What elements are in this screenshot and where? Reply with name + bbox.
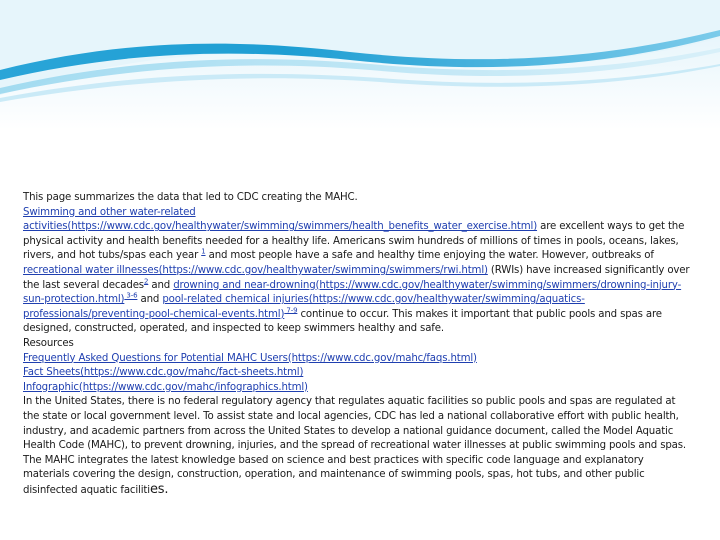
paragraph-text: and — [148, 279, 174, 291]
resource-item — [23, 381, 691, 396]
resource-item — [23, 366, 691, 381]
paragraph-text: continue to occur. This makes it important that public pools and spas are designed, constructed, operated, and inspected to keep swimmers healthy and safe. — [23, 308, 662, 335]
paragraph-text: In the United States, there is no federal regulatory agency that regulates aquatic facilities so public pools and spas are regulated at the state or local government level. To assist state and local agencies, CDC has led a national collaborative effort with public health, industry, and academic partners from across the United States to develop a national guidance document, called the Model Aquatic Health Code (MAHC), to prevent drowning, injuries, and the spread of recreational water illnesses at public swimming pools and spas. The MAHC integrates the latest knowledge based on science and best practices with specific code language and explanatory materials covering the design, construction, operation, and maintenance of swimming pools, spas, hot tubs, and other public disinfected aquatic faciliti — [23, 396, 687, 496]
fact-sheets-link[interactable]: Fact Sheets(https://www.cdc.gov/mahc/fact-sheets.html) — [23, 367, 304, 379]
rwi-link[interactable]: recreational water illnesses(https://www.cdc.gov/healthywater/swimming/swimmers/rwi.html) — [23, 264, 488, 276]
reference-2-link[interactable]: 2 — [143, 277, 149, 286]
paragraph-ending: es. — [149, 481, 169, 497]
regulation-paragraph — [23, 395, 691, 498]
resources-heading: Resources — [23, 337, 74, 349]
header-banner — [0, 0, 720, 130]
reference-3-6-link[interactable]: 3-6 — [124, 291, 138, 300]
paragraph-text: (RWIs) have increased significantly over the last several decades — [23, 264, 690, 291]
swimming-activities-link[interactable]: Swimming and other water-related activities(https://www.cdc.gov/healthywater/swimming/swimmers/health_benefits_water_exercise.html) — [23, 206, 538, 233]
reference-7-9-link[interactable]: 7-9 — [284, 306, 298, 315]
reference-1-link[interactable]: 1 — [201, 247, 206, 256]
wave-banner-graphic — [0, 0, 720, 130]
infographic-link[interactable]: Infographic(https://www.cdc.gov/mahc/infographics.html) — [23, 381, 308, 393]
resource-item — [23, 352, 691, 367]
paragraph-text: are excellent ways to get the physical activity and health benefits needed for a healthy life. Americans swim hundreds of millions of times in pools, oceans, lakes, rivers, and hot tubs/spas each year — [23, 221, 685, 262]
drowning-link[interactable]: drowning and near-drowning(https://www.cdc.gov/healthywater/swimming/swimmers/drowning-injury-sun-protection.html) — [23, 279, 682, 306]
paragraph-text: and most people have a safe and healthy time enjoying the water. However, outbreaks of — [205, 250, 654, 262]
slide-body — [23, 191, 691, 498]
chemical-injuries-link[interactable]: pool-related chemical injuries(https://www.cdc.gov/healthywater/swimming/aquatics-professionals/preventing-pool-chemical-events.html) — [23, 294, 585, 320]
paragraph-text: and — [137, 294, 163, 306]
faqs-link[interactable]: Frequently Asked Questions for Potential MAHC Users(https://www.cdc.gov/mahc/faqs.html) — [23, 352, 477, 364]
swimming-paragraph — [23, 206, 691, 337]
intro-text: This page summarizes the data that led to CDC creating the MAHC. — [23, 192, 358, 203]
